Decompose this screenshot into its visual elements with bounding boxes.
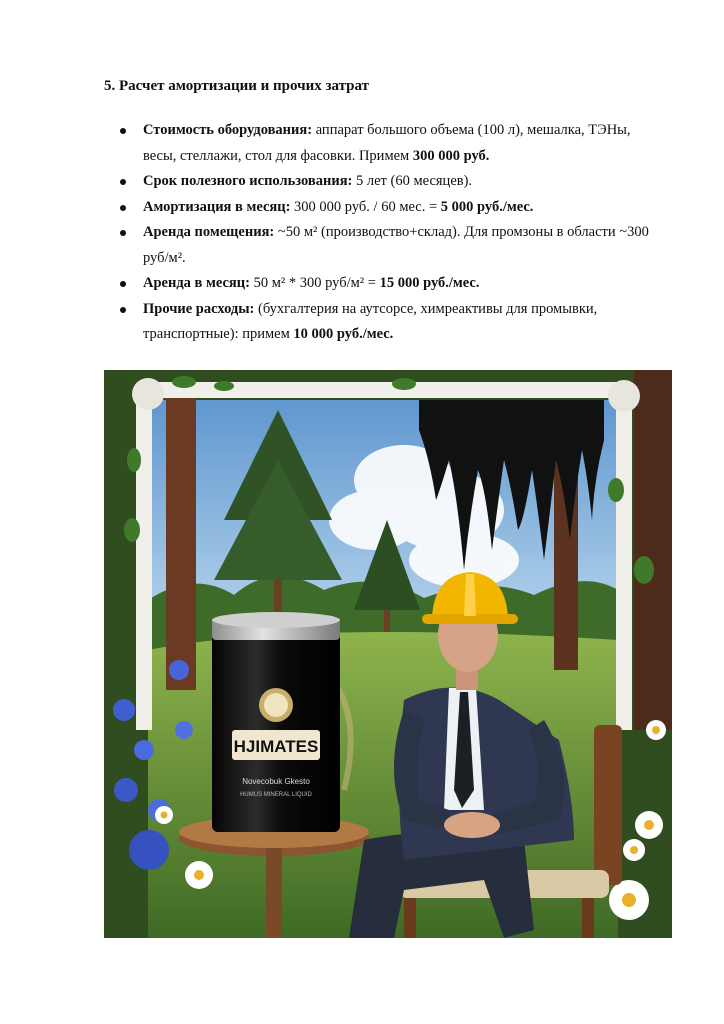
item-text: 300 000 руб. / 60 мес. =: [290, 198, 441, 215]
item-value: 15 000 руб./мес.: [379, 275, 480, 291]
list-item: [104, 169, 664, 195]
bullet-dot: [120, 205, 126, 211]
item-value: 10 000 руб./мес.: [293, 326, 394, 342]
item-text: 50 м² * 300 руб/м² =: [249, 275, 380, 291]
bullet-dot: [120, 307, 126, 313]
item-text: ~50 м² (производство+склад). Для промзоны в области ~300 руб/м².: [143, 224, 649, 266]
item-label: Срок полезного использования:: [143, 173, 353, 189]
item-text: 5 лет (60 месяцев).: [352, 173, 473, 189]
list-item: [104, 220, 664, 271]
section-heading: 5. Расчет амортизации и прочих затрат: [104, 78, 369, 94]
cost-list: [104, 118, 664, 348]
bullet-dot: [120, 281, 126, 287]
can-text-line-2: HUMUS MINERAL LIQUID: [240, 792, 312, 798]
item-label: Стоимость оборудования:: [143, 122, 313, 138]
can-text-line-1: Novecobuk Gkesto: [242, 777, 310, 786]
illustration-image: [104, 370, 672, 938]
list-item: [104, 271, 664, 297]
list-item: [104, 195, 664, 221]
item-text: (бухгалтерия на аутсорсе, химреактивы для промывки, транспортные): примем: [143, 300, 598, 342]
bullet-dot: [120, 230, 126, 236]
item-label: Аренда помещения:: [143, 224, 275, 240]
item-label: Амортизация в месяц:: [143, 198, 291, 215]
painting: [104, 370, 672, 938]
item-value: 5 000 руб./мес.: [440, 198, 534, 215]
list-item: [104, 297, 664, 348]
left-trunk: [166, 390, 196, 690]
bullet-dot: [120, 128, 126, 134]
bullet-dot: [120, 179, 126, 185]
can-brand: HJIMATES: [233, 737, 319, 756]
list-item: [104, 118, 664, 169]
item-value: 300 000 руб.: [412, 147, 490, 164]
item-label: Прочие расходы:: [143, 300, 255, 317]
item-text: аппарат большого объема (100 л), мешалка, ТЭНы, весы, стеллажи, стол для фасовки. Примем: [143, 122, 631, 164]
humate-can: [212, 612, 340, 832]
item-label: Аренда в месяц:: [143, 275, 250, 291]
